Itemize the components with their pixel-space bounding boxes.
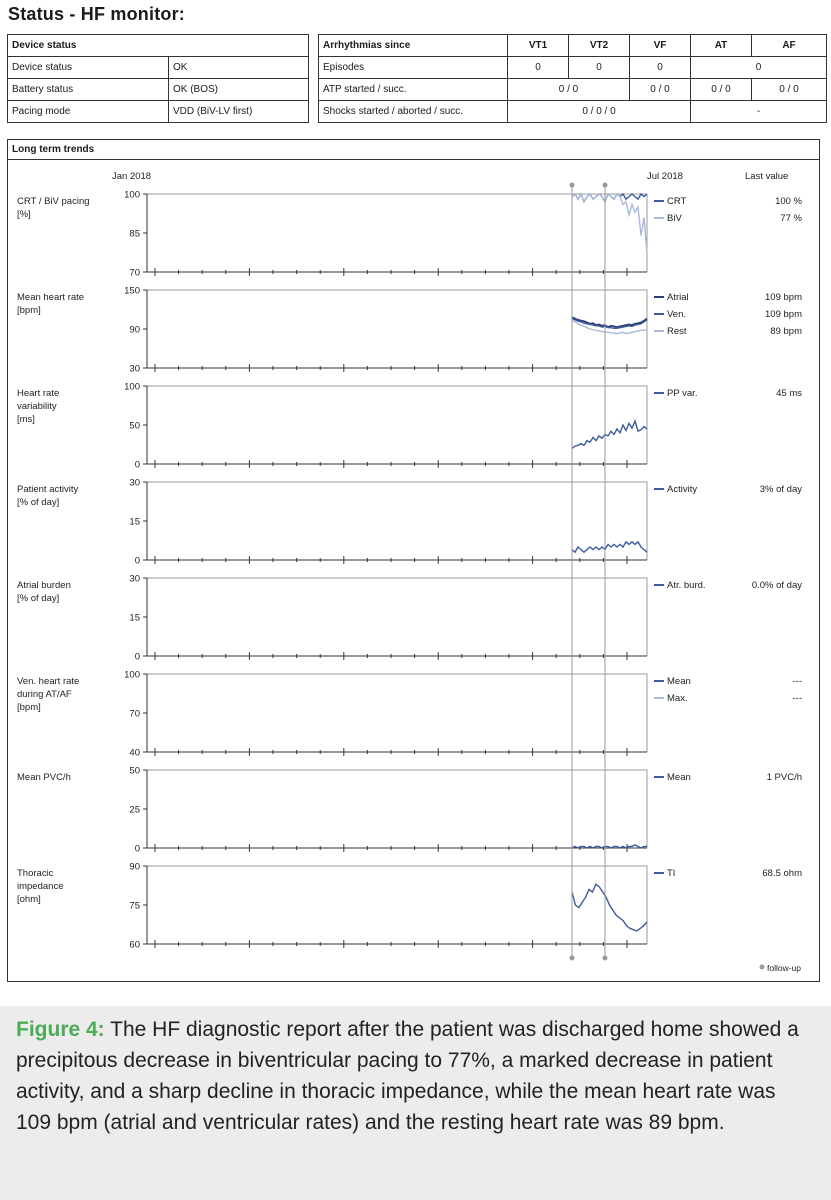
table-row: [8, 79, 309, 101]
legend-label: Atr. burd.: [667, 580, 706, 591]
row-label: Shocks started / aborted / succ.: [319, 101, 508, 123]
legend-label: Ven.: [667, 309, 687, 320]
device-status-table: [7, 34, 309, 123]
y-tick-label: 75: [129, 900, 140, 912]
row-label: Battery status: [8, 79, 169, 101]
panel-label: Patient activity: [17, 484, 79, 495]
panel-label: Mean PVC/h: [17, 772, 71, 783]
legend-label: Mean: [667, 676, 691, 687]
panel-label: [bpm]: [17, 702, 41, 713]
legend-label: Atrial: [667, 292, 689, 303]
panel-label: Mean heart rate: [17, 292, 85, 303]
series-line: [572, 884, 647, 931]
page-title: Status - HF monitor:: [8, 4, 185, 24]
y-tick-label: 30: [129, 477, 140, 489]
legend-label: BiV: [667, 213, 682, 224]
last-value: 3% of day: [759, 484, 802, 495]
legend-label: PP var.: [667, 388, 698, 399]
last-value-header: Last value: [745, 171, 789, 182]
caption-label: Figure 4:: [16, 1018, 105, 1041]
y-tick-label: 60: [129, 939, 140, 951]
panel-label: Heart rate: [17, 388, 60, 399]
y-tick-label: 70: [129, 267, 140, 279]
table-row: [319, 79, 827, 101]
caption-text: The HF diagnostic report after the patient was discharged home showed a precipitous decrease in biventricular pacing to 77%, a marked decrease in patient activity, and a sharp decline in thoracic impedance, while the mean heart rate was 109 bpm (atrial and ventricular rates) and the resting heart rate was 89 bpm.: [16, 1018, 799, 1134]
row-value: OK (BOS): [169, 79, 309, 101]
col-vt2: VT2: [569, 35, 630, 57]
table-row: [319, 101, 827, 123]
legend-label: Mean: [667, 772, 691, 783]
y-tick-label: 150: [124, 285, 140, 297]
follow-up-dot: [570, 956, 575, 961]
last-value: 109 bpm: [765, 309, 802, 320]
cell-value: -: [691, 101, 827, 123]
panel-label: during AT/AF: [17, 689, 72, 700]
y-tick-label: 0: [134, 843, 140, 855]
y-tick-label: 30: [129, 363, 140, 375]
y-tick-label: 0: [134, 459, 140, 471]
y-tick-label: 85: [129, 228, 140, 240]
last-value: 77 %: [780, 213, 802, 224]
y-tick-label: 90: [129, 861, 140, 873]
table-row: [8, 57, 309, 79]
panel-label: [%]: [17, 209, 31, 220]
panel-label: [% of day]: [17, 593, 60, 604]
cell-value: 0 / 0: [752, 79, 827, 101]
legend-label: Activity: [667, 484, 698, 495]
panel-label: impedance: [17, 881, 64, 892]
y-tick-label: 0: [134, 651, 140, 663]
panel-label: [bpm]: [17, 305, 41, 316]
last-value: ---: [792, 693, 802, 704]
cell-value: 0 / 0: [508, 79, 630, 101]
series-line: [572, 194, 647, 254]
y-tick-label: 50: [129, 765, 140, 777]
row-label: Device status: [8, 57, 169, 79]
date-start-label: Jan 2018: [112, 171, 152, 182]
cell-value: 0: [630, 57, 691, 79]
cell-value: 0 / 0: [630, 79, 691, 101]
device-status-header: Device status: [8, 35, 309, 57]
last-value: 45 ms: [776, 388, 802, 399]
y-tick-label: 25: [129, 804, 140, 816]
follow-up-dot: [603, 956, 608, 961]
cell-value: 0 / 0 / 0: [508, 101, 691, 123]
y-tick-label: 100: [124, 189, 140, 201]
follow-up-legend-label: follow-up: [767, 963, 802, 973]
last-value: 100 %: [775, 196, 802, 207]
panel-label: [ohm]: [17, 894, 41, 905]
trends-header: Long term trends: [8, 140, 819, 160]
table-row: [8, 101, 309, 123]
legend-label: Rest: [667, 326, 687, 337]
y-tick-label: 40: [129, 747, 140, 759]
follow-up-dot: [570, 183, 575, 188]
y-tick-label: 100: [124, 669, 140, 681]
y-tick-label: 70: [129, 708, 140, 720]
row-value: OK: [169, 57, 309, 79]
row-label: ATP started / succ.: [319, 79, 508, 101]
table-row: [319, 57, 827, 79]
panel-label: CRT / BiV pacing: [17, 196, 90, 207]
y-tick-label: 90: [129, 324, 140, 336]
figure-caption: [0, 1006, 831, 1200]
arrhythmia-table: [318, 34, 827, 123]
y-tick-label: 15: [129, 612, 140, 624]
last-value: 0.0% of day: [751, 580, 802, 591]
col-at: AT: [691, 35, 752, 57]
col-vf: VF: [630, 35, 691, 57]
panel-label: Ven. heart rate: [17, 676, 80, 687]
series-line: [572, 421, 647, 448]
y-tick-label: 100: [124, 381, 140, 393]
last-value: 68.5 ohm: [762, 868, 802, 879]
last-value: ---: [792, 676, 802, 687]
y-tick-label: 0: [134, 555, 140, 567]
legend-label: TI: [667, 868, 676, 879]
date-end-label: Jul 2018: [647, 171, 683, 182]
cell-value: 0 / 0: [691, 79, 752, 101]
panel-label: Thoracic: [17, 868, 54, 879]
legend-label: Max.: [667, 693, 688, 704]
y-tick-label: 15: [129, 516, 140, 528]
last-value: 89 bpm: [770, 326, 802, 337]
cell-value: 0: [508, 57, 569, 79]
col-vt1: VT1: [508, 35, 569, 57]
panel-label: [% of day]: [17, 497, 60, 508]
row-label: Episodes: [319, 57, 508, 79]
row-label: Pacing mode: [8, 101, 169, 123]
follow-up-dot: [603, 183, 608, 188]
arrhythmia-header: Arrhythmias since: [319, 35, 508, 57]
panel-label: Atrial burden: [17, 580, 71, 591]
col-af: AF: [752, 35, 827, 57]
panel-label: [ms]: [17, 414, 35, 425]
cell-value: 0: [569, 57, 630, 79]
row-value: VDD (BiV-LV first): [169, 101, 309, 123]
follow-up-legend-dot: [760, 965, 765, 970]
trends-chart: [7, 139, 820, 982]
legend-label: CRT: [667, 196, 687, 207]
last-value: 109 bpm: [765, 292, 802, 303]
y-tick-label: 50: [129, 420, 140, 432]
y-tick-label: 30: [129, 573, 140, 585]
cell-value: 0: [691, 57, 827, 79]
last-value: 1 PVC/h: [766, 772, 802, 783]
series-line: [572, 542, 647, 552]
panel-label: variability: [17, 401, 57, 412]
